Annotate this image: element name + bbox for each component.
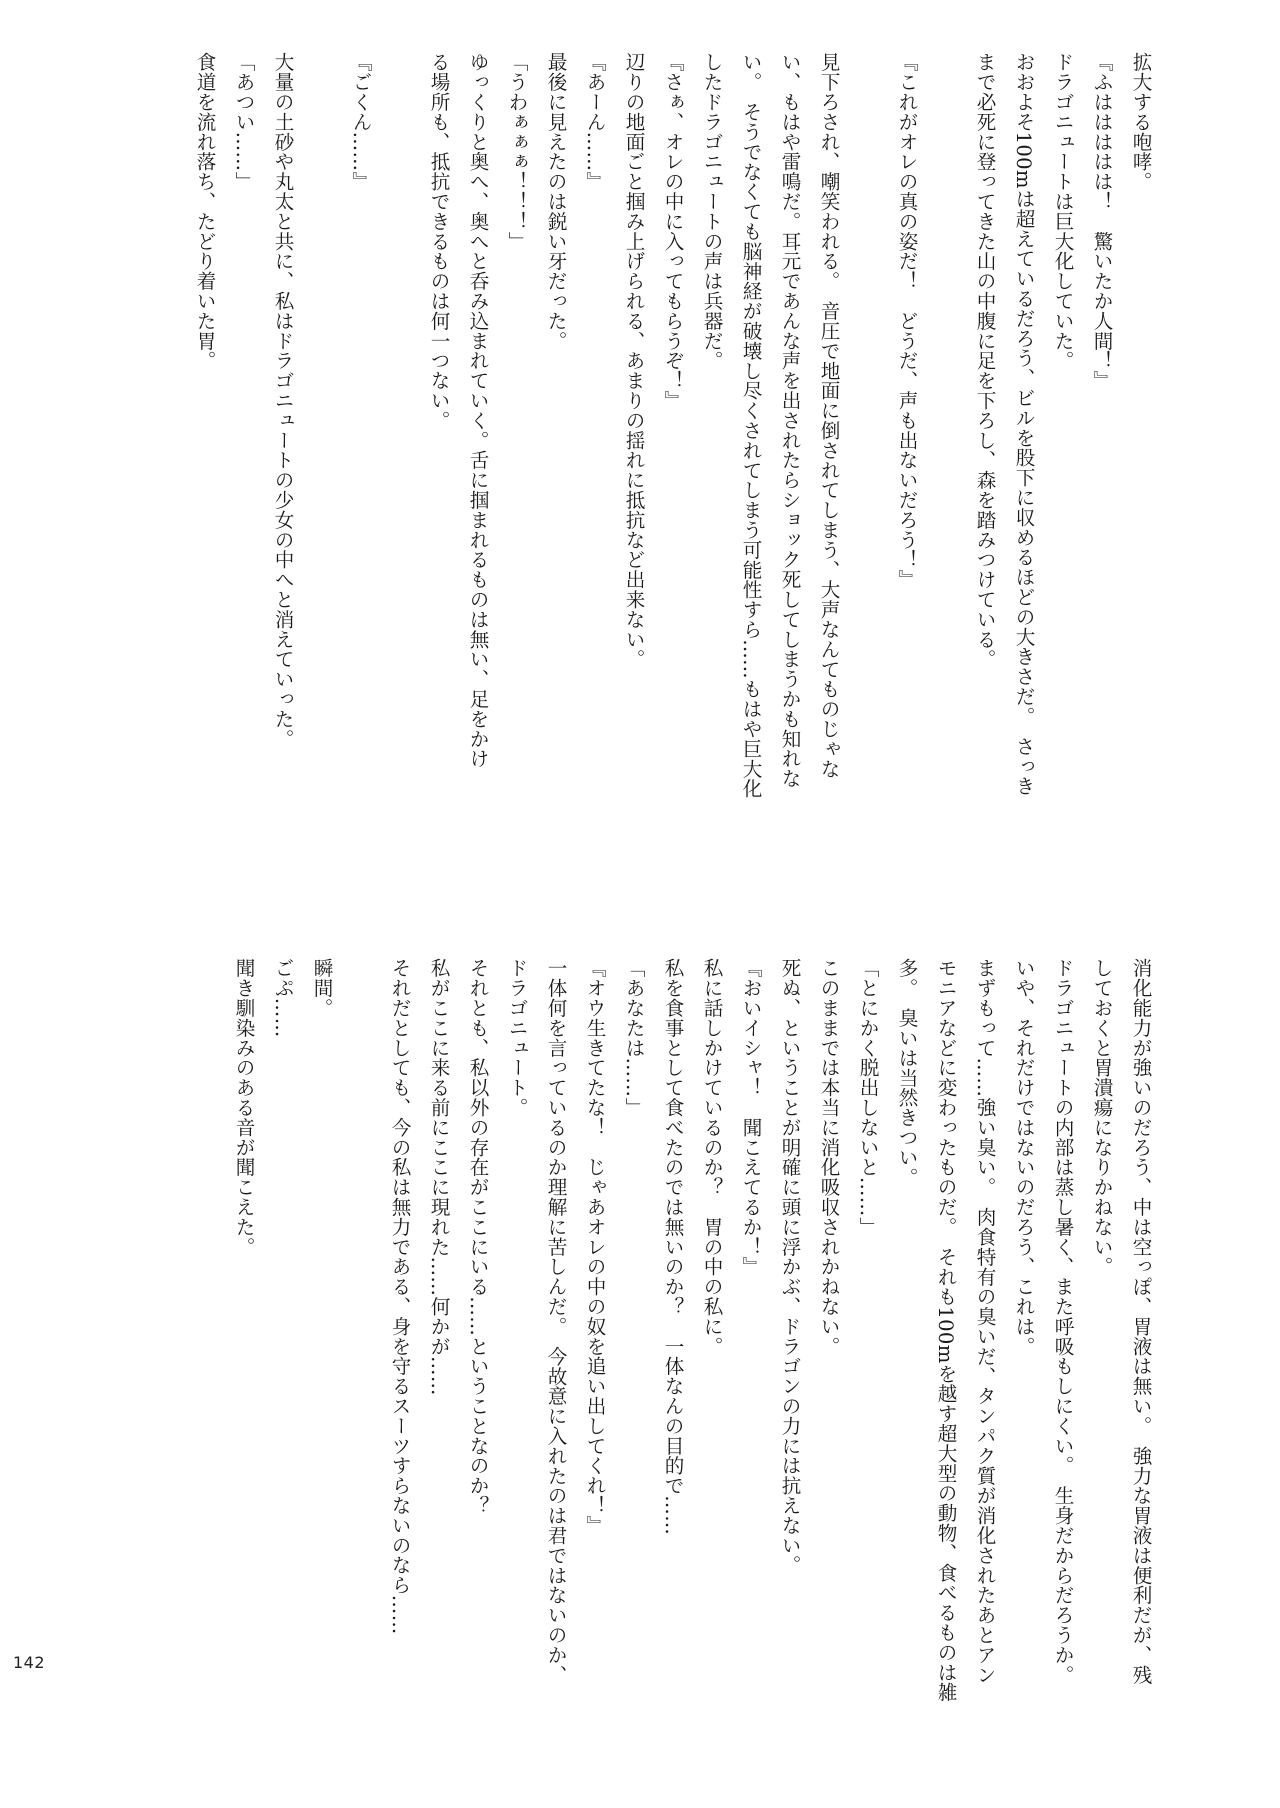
text-line: 消化能力が強いのだろう、中は空っぽ、胃液は無い。 強力な胃液は便利だが、残 [1129,958,1152,1685]
text-line: 見下ろされ、嘲笑われる。 音圧で地面に倒されてしまう、大声なんてものじゃな [817,52,840,779]
text-line: このままでは本当に消化吸収されかねない。 [817,958,840,1356]
text-line: ドラゴニュートの内部は蒸し暑く、また呼吸もしにくい。 生身だからだろうか。 [1051,958,1074,1685]
text-line: 『あーん……』 [583,52,606,192]
text-line: 『さぁ、オレの中に入ってもらうぞ！』 [661,52,684,411]
text-block-upper [193,52,1160,922]
blank-line [926,52,965,922]
text-line: ゆっくりと奥へ、奥へと呑み込まれていく。舌に掴まれるものは無い、足をかけ [466,52,489,769]
text-line: 私に話しかけているのか？ 胃の中の私に。 [700,958,723,1356]
text-line: 死ぬ、ということが明確に頭に浮かぶ、ドラゴンの力には抗えない。 [778,958,801,1575]
blank-line [302,52,341,922]
text-line: したドラゴニュートの声は兵器だ。 [700,52,723,371]
text-line: 『これがオレの真の姿だ！ どうだ、声も出ないだろう！』 [895,52,918,590]
text-line: まで必死に登ってきた山の中腹に足を下ろし、森を踏みつけている。 [973,52,996,669]
text-line: それだとしても、今の私は無力である、身を守るスーツすらないのなら…… [388,958,411,1635]
text-line: 食道を流れ落ち、たどり着いた胃。 [193,52,216,371]
text-line: 私を食事として食べたのでは無いのか？ 一体なんの目的で…… [661,958,684,1536]
text-line: おおよそ100mは超えているだろう、ビルを股下に収めるほどの大きさだ。 さっき [1012,52,1035,796]
text-line: 「うわぁぁぁ！！！」 [505,52,528,251]
page-number: 142 [13,1653,46,1672]
text-line: 私がここに来る前にここに現れた……何かが…… [427,958,450,1396]
text-line: しておくと胃潰瘍になりかねない。 [1090,958,1113,1277]
text-line: い。 そうでなくても脳神経が破壊し尽くされてしまう可能性すら……もはや巨大化 [739,52,762,799]
text-line: まずもって……強い臭い。 肉食特有の臭いだ、タンパク質が消化されたあとアン [973,958,996,1685]
text-line: 多。 臭いは当然きつい。 [895,958,918,1187]
text-line: 「あつい……」 [232,52,255,192]
text-line: 『おいイシャ！ 聞こえてるか！』 [739,958,762,1277]
text-line: 『オウ生きてたな！ じゃあオレの中の奴を追い出してくれ！』 [583,958,606,1536]
text-line: 最後に見えたのは鋭い牙だった。 [544,52,567,351]
text-line: ドラゴニュートは巨大化していた。 [1051,52,1074,371]
text-block-lower [200,958,1160,1788]
text-line: モニアなどに変わったものだ。 それも100mを越す超大型の動物、食べるものは雑 [934,958,957,1702]
text-line: 『ごくん……』 [349,52,372,192]
text-line: 一体何を言っているのか理解に苦しんだ。 今故意に入れたのは君ではないのか、 [544,958,567,1685]
text-line: それとも、私以外の存在がここにいる……ということなのか？ [466,958,489,1516]
text-line: る場所も、抵抗できるものは何一つない。 [427,52,450,431]
text-line: ドラゴニュート。 [505,958,528,1118]
text-line: 大量の土砂や丸太と共に、私はドラゴニュートの少女の中へと消えていった。 [271,52,294,749]
text-line: 拡大する咆哮。 [1129,52,1152,192]
text-line: 「とにかく脱出しないと……」 [856,958,879,1237]
text-line: 『ふははははは！ 驚いたか人間！』 [1090,52,1113,391]
text-line: 瞬間。 [310,958,333,1018]
text-line: 辺りの地面ごと掴み上げられる、あまりの揺れに抵抗など出来ない。 [622,52,645,669]
blank-line [848,52,887,922]
text-line: いや、それだけではないのだろう、これは。 [1012,958,1035,1356]
blank-line [341,958,380,1788]
blank-line [380,52,419,922]
text-line: ごぷ…… [271,958,294,1038]
text-line: 「あなたは……」 [622,958,645,1118]
text-line: 聞き馴染みのある音が聞こえた。 [232,958,255,1257]
text-line: い、もはや雷鳴だ。耳元であんな声を出されたらショック死してしまうかも知れな [778,52,801,789]
